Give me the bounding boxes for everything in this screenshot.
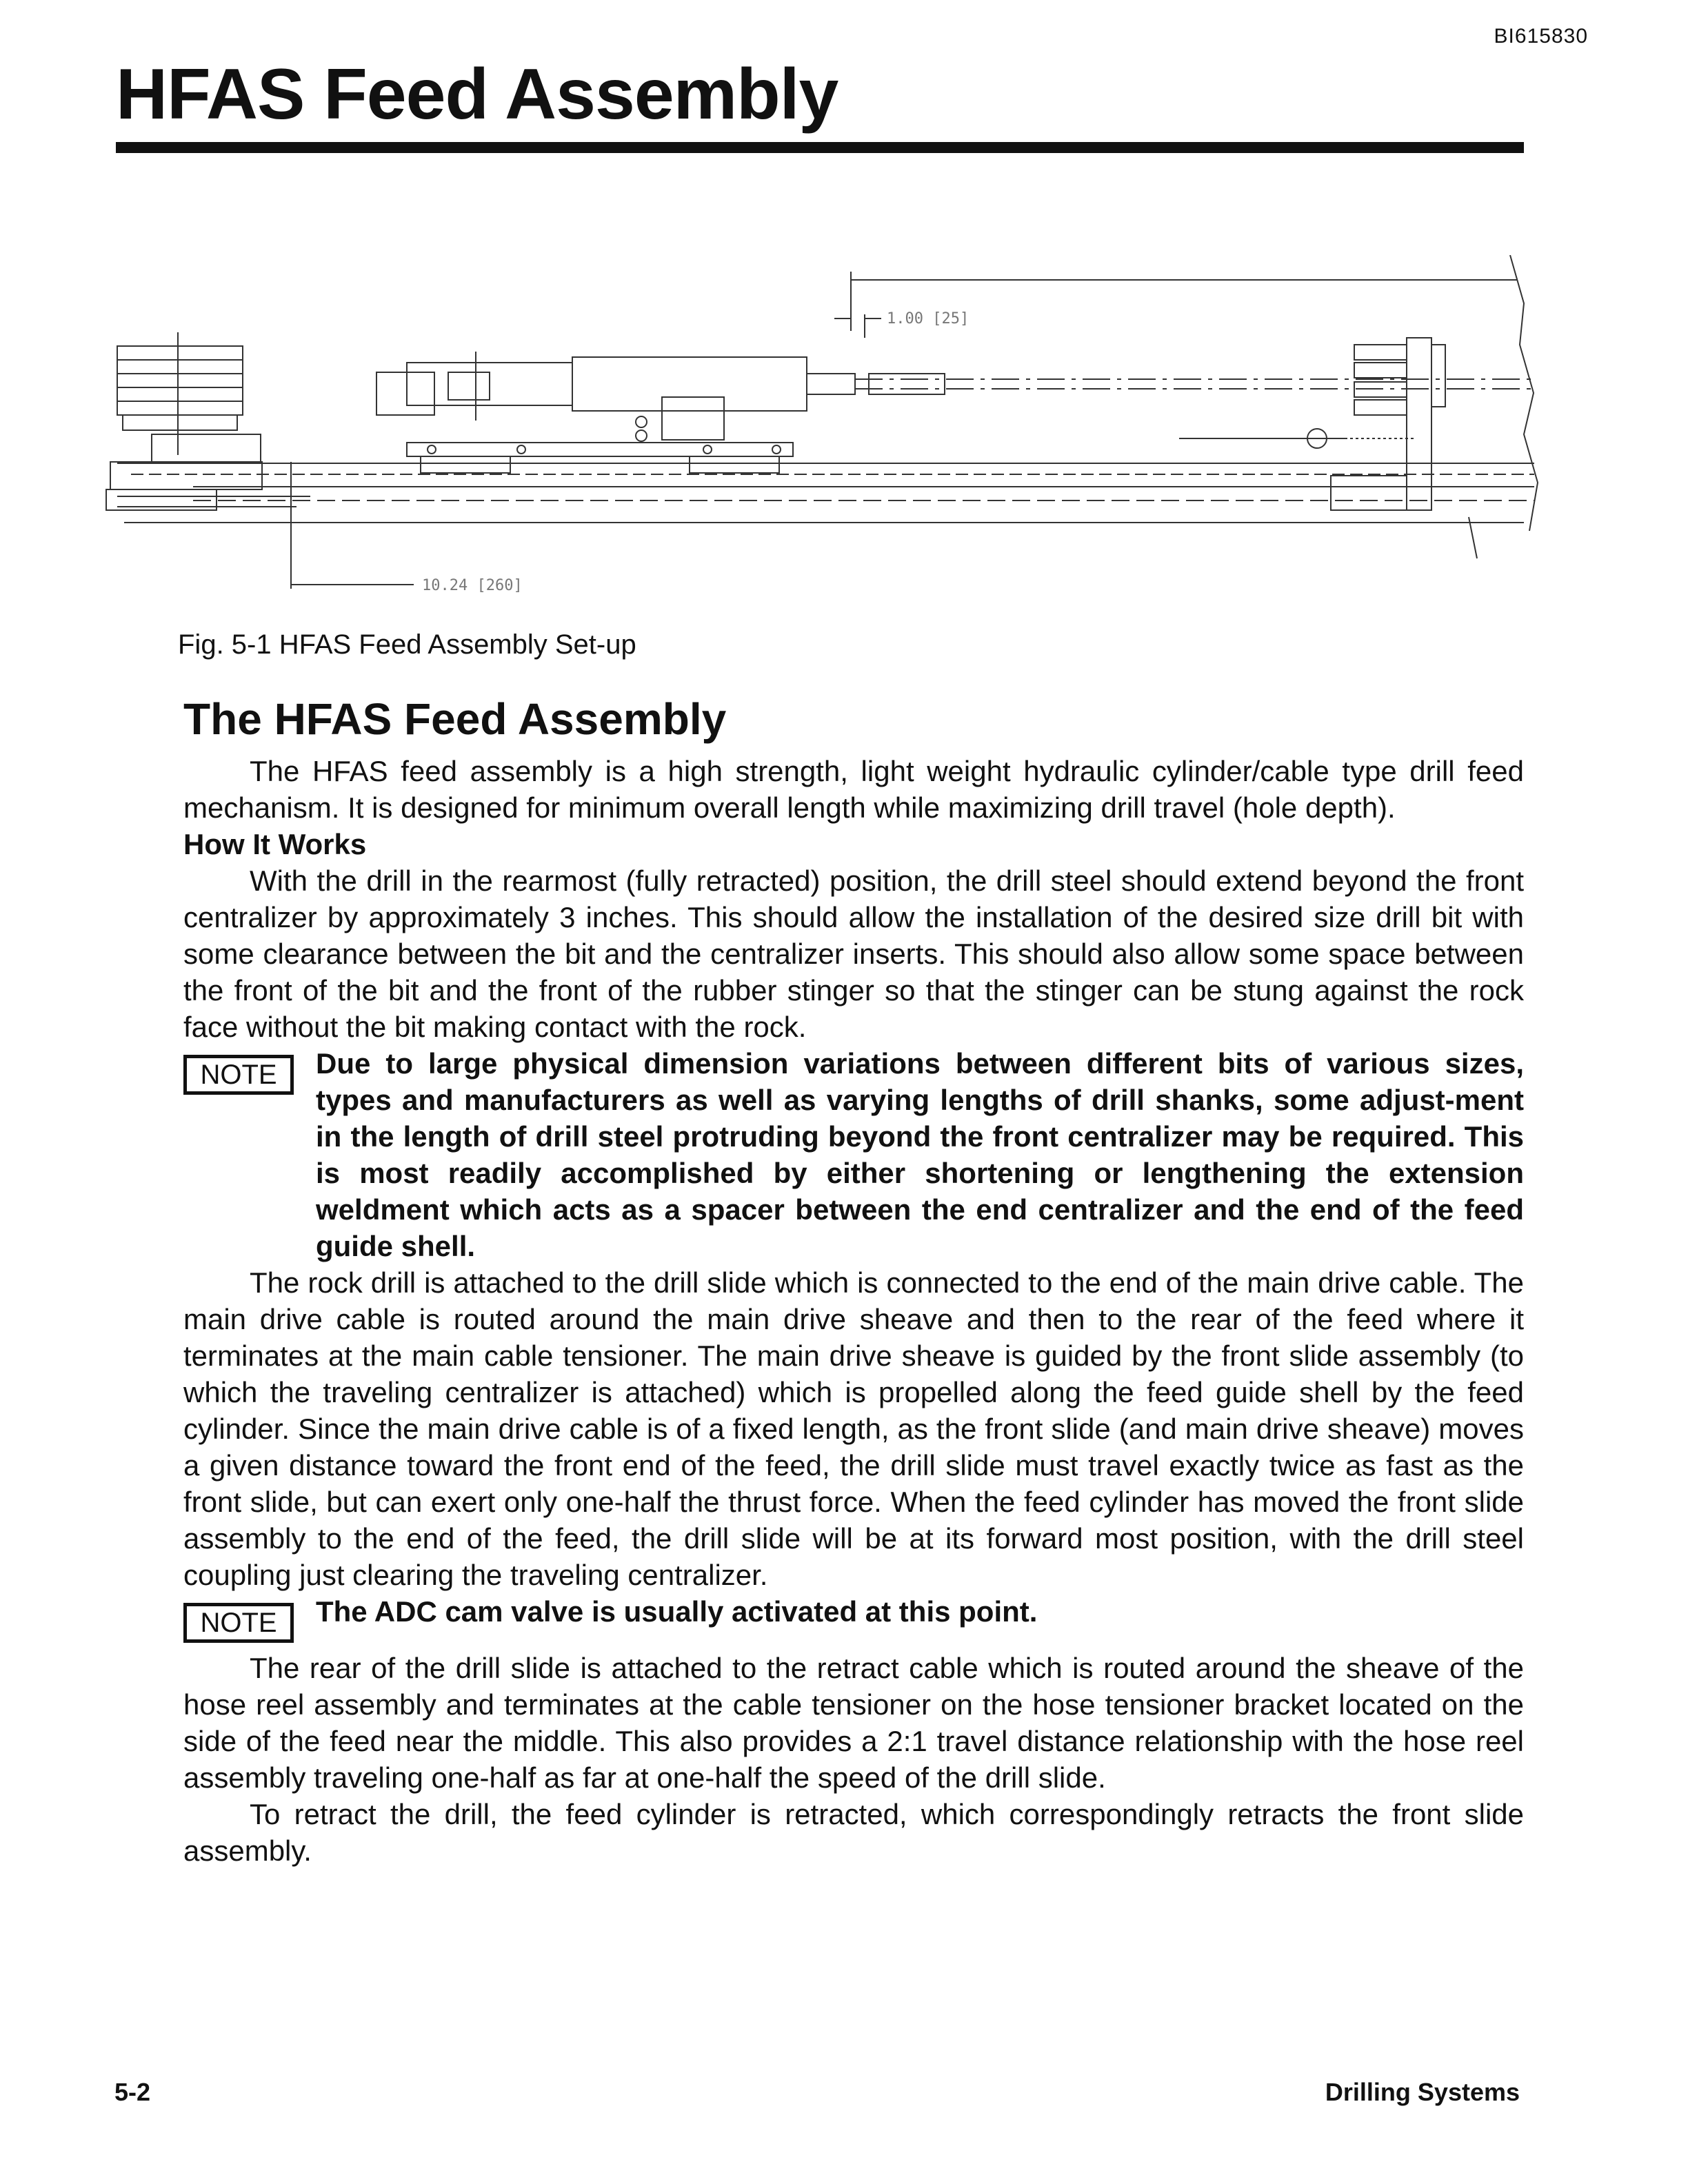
rock-drill-drawing bbox=[376, 352, 855, 441]
front-centralizer-drawing bbox=[1179, 338, 1445, 510]
page-number: 5-2 bbox=[114, 2078, 151, 2106]
hose-reel-drawing bbox=[106, 332, 310, 510]
drill-slide-drawing bbox=[407, 443, 793, 473]
footer-section-name: Drilling Systems bbox=[1325, 2078, 1520, 2106]
paragraph-1: With the drill in the rearmost (fully retracted) position, the drill steel should extend beyond the front centralizer by approximately 3 inches. This should allow the installation of the desired size drill bit with some clearance between the bit and the centralizer inserts. This should also allow some space between the front of the bit and the front of the rubber stinger so that the stinger can be stung against the rock face without the bit making contact with the rock. bbox=[183, 865, 1524, 1043]
paragraph-2: The rock drill is attached to the drill slide which is connected to the end of the main drive cable. The main drive cable is routed around the main drive sheave and then to the rear of the feed where it terminates at the main cable tensioner. The main drive sheave is guided by the front slide assembly (to which the traveling centralizer is attached) which is propelled along the feed guide shell by the feed cylinder. Since the main drive cable is of a fixed length, as the front slide (and main drive sheave) moves a given distance toward the front end of the feed, the drill slide must travel exactly twice as fast as the front slide, but can exert only one-half the thrust force. When the feed cylinder has moved the front slide assembly to the end of the feed, the drill slide will be at its forward most position, with the drill steel coupling just clearing the traveling centralizer. bbox=[183, 1266, 1524, 1591]
main-content bbox=[183, 692, 1524, 1869]
note-2-text: The ADC cam valve is usually activated at this point. bbox=[316, 1595, 1038, 1628]
page-title: HFAS Feed Assembly bbox=[116, 54, 838, 134]
note-badge: NOTE bbox=[183, 1055, 294, 1095]
intro-paragraph: The HFAS feed assembly is a high strength, light weight hydraulic cylinder/cable type drill feed mechanism. It is designed for minimum overall length while maximizing drill travel (hole depth). bbox=[183, 755, 1524, 824]
feed-assembly-drawing bbox=[103, 255, 1545, 614]
note-2 bbox=[183, 1593, 1524, 1643]
title-rule bbox=[116, 142, 1524, 153]
note-1 bbox=[183, 1045, 1524, 1264]
note-badge: NOTE bbox=[183, 1603, 294, 1643]
section-heading: The HFAS Feed Assembly bbox=[183, 694, 727, 744]
document-id: BI615830 bbox=[1494, 25, 1588, 48]
paragraph-3: The rear of the drill slide is attached to the retract cable which is routed around the sheave of the hose reel assembly and terminates at the cable tensioner on the hose tensioner bracket located on the side of the feed near the middle. This also provides a 2:1 travel distance relationship with the hose reel assembly traveling one-half as far at one-half the speed of the drill slide. bbox=[183, 1652, 1524, 1794]
top-dimension-label: 1.00 [25] bbox=[887, 310, 969, 327]
bottom-dimension-label: 10.24 [260] bbox=[422, 577, 523, 594]
subheading-how-it-works: How It Works bbox=[183, 828, 367, 860]
figure-caption: Fig. 5-1 HFAS Feed Assembly Set-up bbox=[178, 629, 636, 660]
note-1-text: Due to large physical dimension variations between different bits of various sizes, types and manufacturers as well as varying lengths of drill shanks, some adjust-ment in the length of drill steel protruding beyond the front centralizer may be required. This is most readily accomplished by either shortening or lengthening the extension weldment which acts as a spacer between the end centralizer and the end of the feed guide shell. bbox=[316, 1047, 1524, 1262]
paragraph-4: To retract the drill, the feed cylinder is retracted, which correspondingly retracts the front slide assembly. bbox=[183, 1798, 1524, 1867]
